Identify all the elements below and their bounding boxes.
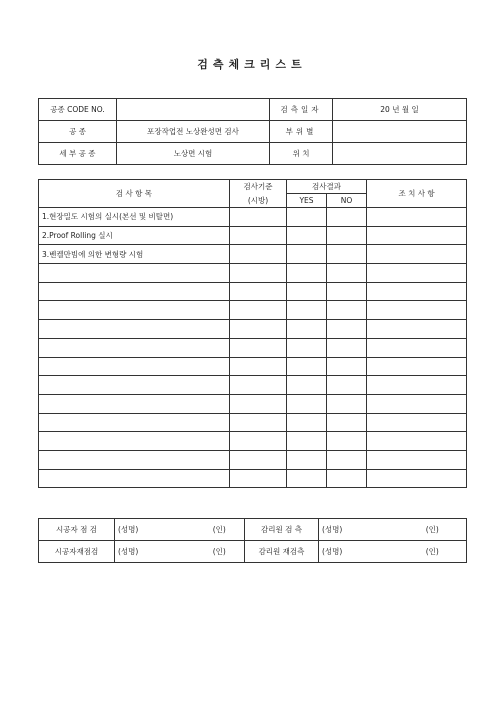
- table-row: [39, 282, 467, 301]
- sign-right-label: 감리원 검 측: [245, 519, 319, 541]
- check-yes[interactable]: [287, 320, 327, 339]
- check-action[interactable]: [367, 357, 467, 376]
- check-action[interactable]: [367, 450, 467, 469]
- location-label: 위 치: [270, 143, 333, 165]
- sign-left-label: 시공자재점검: [39, 541, 115, 563]
- sign-right-name[interactable]: (성명): [319, 519, 399, 541]
- check-standard[interactable]: [230, 301, 287, 320]
- check-yes[interactable]: [287, 450, 327, 469]
- signature-row: [39, 519, 467, 541]
- check-item: 2.Proof Rolling 실시: [39, 226, 230, 245]
- check-item: [39, 264, 230, 283]
- page-title: 검측체크리스트: [197, 58, 307, 71]
- check-standard[interactable]: [230, 432, 287, 451]
- header-action: 조 치 사 항: [367, 180, 467, 208]
- info-row-detail: [39, 143, 467, 165]
- check-action[interactable]: [367, 208, 467, 227]
- code-label: 공종 CODE NO.: [39, 99, 117, 121]
- detail-label: 세 부 공 종: [39, 143, 117, 165]
- check-action[interactable]: [367, 432, 467, 451]
- check-no[interactable]: [327, 320, 367, 339]
- work-value[interactable]: 포장작업전 노상완성면 검사: [117, 121, 270, 143]
- check-standard[interactable]: [230, 245, 287, 264]
- table-row: [39, 338, 467, 357]
- check-item: [39, 376, 230, 395]
- sign-left-seal[interactable]: (인): [195, 519, 245, 541]
- check-item: [39, 282, 230, 301]
- check-no[interactable]: [327, 208, 367, 227]
- sign-left-seal[interactable]: (인): [195, 541, 245, 563]
- part-value[interactable]: [333, 121, 467, 143]
- check-yes[interactable]: [287, 394, 327, 413]
- table-row: [39, 450, 467, 469]
- check-no[interactable]: [327, 226, 367, 245]
- check-item: [39, 338, 230, 357]
- table-row: [39, 245, 467, 264]
- check-standard[interactable]: [230, 413, 287, 432]
- header-result: 검사결과: [287, 180, 367, 194]
- check-item: [39, 413, 230, 432]
- work-label: 공 종: [39, 121, 117, 143]
- table-row: [39, 376, 467, 395]
- check-action[interactable]: [367, 264, 467, 283]
- sign-right-name[interactable]: (성명): [319, 541, 399, 563]
- check-standard[interactable]: [230, 357, 287, 376]
- info-table: [38, 98, 467, 165]
- table-row: [39, 394, 467, 413]
- check-no[interactable]: [327, 282, 367, 301]
- sign-left-name[interactable]: (성명): [115, 519, 195, 541]
- header-yes: YES: [287, 194, 327, 208]
- info-row-work: [39, 121, 467, 143]
- check-standard[interactable]: [230, 264, 287, 283]
- check-yes[interactable]: [287, 208, 327, 227]
- check-item: [39, 450, 230, 469]
- check-no[interactable]: [327, 301, 367, 320]
- check-no[interactable]: [327, 376, 367, 395]
- check-yes[interactable]: [287, 376, 327, 395]
- check-no[interactable]: [327, 432, 367, 451]
- check-yes[interactable]: [287, 413, 327, 432]
- check-action[interactable]: [367, 469, 467, 488]
- check-item: 3.벤켈만빔에 의한 변형량 시험: [39, 245, 230, 264]
- header-no: NO: [327, 194, 367, 208]
- check-yes[interactable]: [287, 469, 327, 488]
- info-row-code: [39, 99, 467, 121]
- check-standard[interactable]: [230, 338, 287, 357]
- check-standard[interactable]: [230, 226, 287, 245]
- checklist-table: [38, 179, 467, 488]
- header-standard: 검사기준: [230, 180, 287, 194]
- check-standard[interactable]: [230, 394, 287, 413]
- table-row: [39, 226, 467, 245]
- checklist-header-row: [39, 180, 467, 194]
- check-item: [39, 320, 230, 339]
- sign-left-name[interactable]: (성명): [115, 541, 195, 563]
- sign-left-label: 시공자 점 검: [39, 519, 115, 541]
- check-yes[interactable]: [287, 226, 327, 245]
- sign-right-seal[interactable]: (인): [399, 541, 467, 563]
- sign-right-seal[interactable]: (인): [399, 519, 467, 541]
- check-standard[interactable]: [230, 208, 287, 227]
- sign-right-label: 감리원 재검측: [245, 541, 319, 563]
- check-item: [39, 469, 230, 488]
- check-no[interactable]: [327, 469, 367, 488]
- check-action[interactable]: [367, 226, 467, 245]
- signature-row: [39, 541, 467, 563]
- check-standard[interactable]: [230, 469, 287, 488]
- date-label: 검측일자: [270, 99, 333, 121]
- check-no[interactable]: [327, 450, 367, 469]
- check-yes[interactable]: [287, 338, 327, 357]
- table-row: [39, 357, 467, 376]
- check-no[interactable]: [327, 264, 367, 283]
- check-no[interactable]: [327, 394, 367, 413]
- header-item: 검 사 항 목: [39, 180, 230, 208]
- check-no[interactable]: [327, 413, 367, 432]
- check-standard[interactable]: [230, 282, 287, 301]
- check-standard[interactable]: [230, 450, 287, 469]
- check-item: [39, 394, 230, 413]
- code-value[interactable]: [117, 99, 270, 121]
- part-label: 부위별: [270, 121, 333, 143]
- detail-value[interactable]: 노상면 시험: [117, 143, 270, 165]
- check-item: [39, 301, 230, 320]
- check-no[interactable]: [327, 338, 367, 357]
- check-action[interactable]: [367, 301, 467, 320]
- check-action[interactable]: [367, 245, 467, 264]
- location-value[interactable]: [333, 143, 467, 165]
- check-item: [39, 357, 230, 376]
- check-item: 1.현장밀도 시험의 실시(본선 및 비탈면): [39, 208, 230, 227]
- check-yes[interactable]: [287, 264, 327, 283]
- check-standard[interactable]: [230, 376, 287, 395]
- header-standard-sub: (시방): [230, 194, 287, 208]
- check-yes[interactable]: [287, 357, 327, 376]
- check-no[interactable]: [327, 357, 367, 376]
- check-action[interactable]: [367, 282, 467, 301]
- table-row: [39, 432, 467, 451]
- check-action[interactable]: [367, 376, 467, 395]
- table-row: [39, 469, 467, 488]
- check-item: [39, 432, 230, 451]
- check-yes[interactable]: [287, 301, 327, 320]
- check-no[interactable]: [327, 245, 367, 264]
- check-action[interactable]: [367, 338, 467, 357]
- check-standard[interactable]: [230, 320, 287, 339]
- table-row: [39, 208, 467, 227]
- check-action[interactable]: [367, 413, 467, 432]
- table-row: [39, 264, 467, 283]
- check-yes[interactable]: [287, 432, 327, 451]
- signature-table: [38, 518, 467, 563]
- checklist-body: [39, 208, 467, 488]
- table-row: [39, 301, 467, 320]
- check-action[interactable]: [367, 394, 467, 413]
- table-row: [39, 320, 467, 339]
- check-yes[interactable]: [287, 245, 327, 264]
- table-row: [39, 413, 467, 432]
- check-yes[interactable]: [287, 282, 327, 301]
- date-value[interactable]: 20 년 월 일: [333, 99, 467, 121]
- check-action[interactable]: [367, 320, 467, 339]
